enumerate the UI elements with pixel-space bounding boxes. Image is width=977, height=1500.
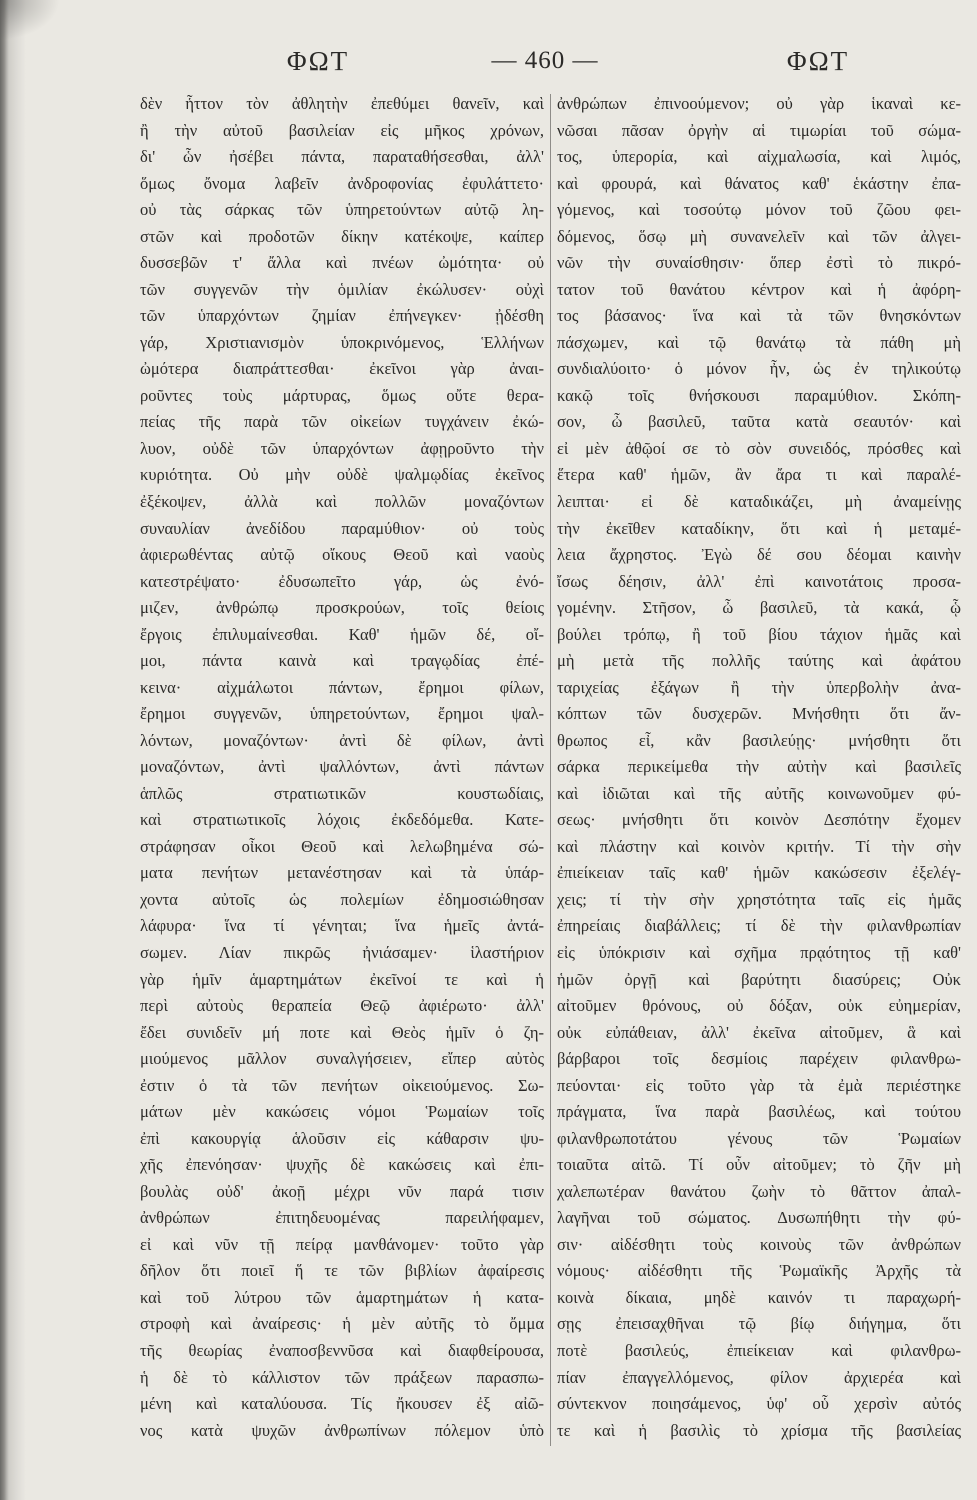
text-line: ἴσως δέησιν, ἀλλ' ἐπὶ καινοτάτοις προσα- [557, 571, 961, 591]
text-line: ἔργοις ἐπιλυμαίνεσθαι. Καθ' ἡμῶν δέ, οἴ- [140, 624, 544, 644]
text-line: γομένην. Στῆσον, ὦ βασιλεῦ, τὰ κακά, ᾧ [557, 598, 961, 618]
text-line: στῶν καὶ προδοτῶν δίκην κατέκοψε, καίπερ [140, 226, 544, 246]
text-line: κεινα· αἰχμάλωτοι πάντων, ἔρημοι φίλων, [140, 677, 544, 697]
text-line: σωμεν. Λίαν πικρῶς ἠνιάσαμεν· ἱλαστήριον [140, 943, 544, 962]
text-line: κακῷ τοῖς θνήσκουσι παραμύθιον. Σκόπη- [557, 385, 961, 405]
text-line: βάρβαροι τοῖς δεσμίοις παρέχειν φιλανθρω- [557, 1049, 961, 1069]
text-line: τος, ὑπερορία, καὶ αἰχμαλωσία, καὶ λιμός, [557, 147, 961, 167]
text-line: καὶ στρατιωτικοῖς λόχοις ἐκδεδόμεθα. Κατε- [140, 810, 544, 830]
text-line: ταριχείας ἐξάγων ἢ τὴν ὑπερβολὴν ἀνα- [557, 677, 961, 697]
text-line: μένη καὶ καταλύουσα. Τίς ἤκουσεν ἐξ αἰῶ- [140, 1394, 544, 1414]
text-line: κυριότητα. Οὐ μὴν οὐδὲ ψαλμῳδίας ἐκεῖνος [140, 465, 544, 485]
text-line: δὲν ἧττον τὸν ἀθλητὴν ἐπεθύμει θανεῖν, καὶ [140, 94, 544, 113]
text-line: λάφυρα· ἵνα τί γένηται; ἵνα ἡμεῖς ἀντά- [140, 916, 544, 936]
text-line: αἰτοῦμεν θρόνους, οὐ δόξαν, οὐκ εὐημερίαν, [557, 996, 961, 1016]
text-line: ἔρημοι συγγενῶν, ὑπηρετούντων, ἔρημοι ψαλ- [140, 704, 544, 724]
text-line: στράφησαν οἶκοι Θεοῦ καὶ λελωβημένα σώ- [140, 836, 544, 856]
text-line: χαλεπωτέραν θανάτου ζωὴν τὸ θᾶττον ἀπαλ- [557, 1181, 961, 1201]
text-line: πράγματα, ἵνα παρὰ βασιλέως, καὶ τούτου [557, 1102, 961, 1122]
text-line: τὴν ἐκεῖθεν καταδίκην, ὅτι καὶ ἡ μεταμέ- [557, 518, 961, 538]
text-line: τατον τοῦ θανάτου κέντρον καὶ ἡ ἀφόρη- [557, 279, 961, 299]
text-line: λειπται· εἰ δὲ καταδικάζει, μὴ ἀναμείνῃς [557, 491, 961, 511]
text-line: ἀνθρώπων ἐπινοούμενον; οὐ γὰρ ἱκαναὶ κε- [557, 94, 961, 113]
text-line: χεις; τί τὴν σὴν χρηστότητα ταῖς εἰς ἡμᾶς [557, 889, 961, 909]
text-line: δῆλον ὅτι ποιεῖ ἥ τε τῶν βιβλίων ἀφαίρεσις [140, 1261, 544, 1281]
text-line: κοινὰ δίκαια, μηδὲ καινόν τι παραχωρή- [557, 1287, 961, 1307]
text-line: ματα πενήτων μετανέστησαν καὶ τὰ ὑπάρ- [140, 863, 544, 883]
text-line: ἐπὶ κακουργίᾳ ἁλοῦσιν εἰς κάθαρσιν ψυ- [140, 1128, 544, 1148]
text-line: μοι, πάντα καινὰ καὶ τραγῳδίας ἐπέ- [140, 651, 544, 671]
text-line: γάρ, Χριστιανισμὸν ὑποκρινόμενος, Ἑλλήνων [140, 332, 544, 352]
text-line: ἡ δὲ τὸ κάλλιστον τῶν πράξεων παρασπω- [140, 1367, 544, 1387]
text-line: χοντα αὐτοῖς ὡς πολεμίων ἐδημοσιώθησαν [140, 889, 544, 909]
text-line: πίαν ἐπαγγελλόμενος, φίλον ἀρχιερέα καὶ [557, 1367, 961, 1387]
text-line: πεύονται· εἰς τοῦτο γὰρ τὰ ἐμὰ περιέστηκε [557, 1075, 961, 1095]
text-line: σῃς ἐπεισαχθῆναι τῷ βίῳ διήγημα, ὅτι [557, 1314, 961, 1334]
text-line: ὅμως ὄνομα λαβεῖν ἀνδροφονίας ἐφυλάττετο· [140, 173, 544, 193]
text-line: χῆς ἐπενόησαν· ψυχῆς δὲ κακώσεις καὶ ἐπι- [140, 1155, 544, 1175]
text-line: γόμενος, καὶ τοσούτῳ μόνον τοῦ ζῶου φει- [557, 200, 961, 220]
text-line: εἰ μὲν ἀθῷοί σε τὸ σὸν συνειδός, πρόσθες καὶ [557, 438, 961, 458]
text-line: καὶ τοῦ λύτρου τῶν ἁμαρτημάτων ἡ κατα- [140, 1287, 544, 1307]
text-line: στροφὴ καὶ ἀναίρεσις· ἡ μὲν αὐτῆς τὸ ὄμμα [140, 1314, 544, 1334]
text-line: βουλὰς οὐδ' ἀκοῇ μέχρι νῦν παρά τισιν [140, 1181, 544, 1201]
text-line: κόπτων τῶν δυσχερῶν. Μνήσθητι ὅτι ἄν- [557, 704, 961, 724]
text-line: ροῦντες τοὺς μάρτυρας, ὅμως οὔτε θερα- [140, 385, 544, 405]
text-line: πάσχωμεν, καὶ τῷ θανάτῳ τὰ πάθη μὴ [557, 332, 961, 352]
text-line: τοιαῦτα αἰτῶ. Τί οὖν αἰτοῦμεν; τὸ ζῆν μὴ [557, 1155, 961, 1175]
running-head-left: ΦΩΤ [286, 46, 350, 76]
text-line: ἐστιν ὁ τὰ τῶν πενήτων οἰκειούμενος. Σω- [140, 1075, 544, 1095]
text-line: σον, ὦ βασιλεῦ, ταῦτα κατὰ σεαυτόν· καὶ [557, 412, 961, 432]
text-line: εἰς ὑπόκρισιν καὶ σχῆμα πρᾳότητος τῇ καθ' [557, 943, 961, 962]
text-line: εἰ καὶ νῦν τῇ πείρᾳ μανθάνομεν· τοῦτο γὰρ [140, 1234, 544, 1254]
text-line: τῆς θεωρίας ἐναποσβεννῦσα καὶ διαφθείρουσα, [140, 1340, 544, 1360]
text-line: γὰρ ἡμῖν ἁμαρτημάτων ἐκεῖνοί τε καὶ ἡ [140, 969, 544, 989]
text-line: οὐκ εὐπάθειαν, ἀλλ' ἐκεῖνα αἰτοῦμεν, ἃ καὶ [557, 1022, 961, 1042]
text-line: ἀνθρώπων ἐπιτηδευομένας παρειλήφαμεν, [140, 1208, 544, 1228]
text-line: τε καὶ ἡ βασιλὶς τὸ χρίσμα τῆς βασιλείας [557, 1420, 961, 1440]
page-number: — 460 — [491, 47, 599, 74]
text-line: ἢ τὴν αὐτοῦ βασιλείαν εἰς μῆκος χρόνων, [140, 120, 544, 140]
text-line: καὶ πλάστην καὶ κοινὸν κριτήν. Τί τὴν σὴν [557, 836, 961, 856]
text-line: σεως· μνήσθητι ὅτι κοινὸν Δεσπότην ἔχομεν [557, 810, 961, 830]
text-line: μάτων μὲν κακώσεις νόμοι Ῥωμαίων τοῖς [140, 1102, 544, 1122]
column-divider [550, 94, 551, 1446]
text-line: λαγῆναι τοῦ σώματος. Δυσωπήθητι τὴν φύ- [557, 1208, 961, 1228]
text-line: ἕτερα καθ' ἡμῶν, ἂν ἄρα τι καὶ παραλέ- [557, 465, 961, 485]
text-line: νῶσαι πᾶσαν ὀργὴν αἱ τιμωρίαι τοῦ σώμα- [557, 120, 961, 140]
text-line: μιούμενος μᾶλλον συναλγήσειεν, εἴπερ αὐτὸς [140, 1049, 544, 1069]
right-column [557, 91, 961, 1444]
text-line: νῶν τὴν συναίσθησιν· ὅπερ ἐστὶ τὸ πικρό- [557, 253, 961, 273]
text-line: ἁπλῶς στρατιωτικῶν κουστωδίαις, [140, 783, 544, 803]
text-line: ἔδει συνιδεῖν μή ποτε καὶ Θεὸς ἡμῖν ὁ ζη- [140, 1022, 544, 1042]
text-line: πείας τῆς παρὰ τῶν οἰκείων τυγχάνειν ἐκώ- [140, 412, 544, 432]
text-line: λεια ἄχρηστος. Ἐγὼ δέ σου δέομαι καινὴν [557, 545, 961, 565]
text-line: ἐπιείκειαν ταῖς καθ' ἡμῶν κακώσεσιν ἐξελέγ- [557, 863, 961, 883]
text-line: συναυλίαν ἀνεδίδου παραμύθιον· οὐ τοὺς [140, 518, 544, 538]
left-column [140, 91, 544, 1444]
text-line: βούλει τρόπῳ, ἢ τοῦ βίου τάχιον ἡμᾶς καὶ [557, 624, 961, 644]
text-line: δι' ὧν ἠσέβει πάντα, παραταθήσεσθαι, ἀλλ' [140, 147, 544, 167]
text-line: συνδιαλύοιτο· ὁ μόνον ἦν, ὡς ἐν τηλικούτῳ [557, 359, 961, 379]
text-line: μοναζόντων, ἀντὶ ψαλλόντων, ἀντὶ πάντων [140, 757, 544, 777]
text-line: σύντεκνον ποιησάμενος, ὑφ' οὗ χερσὶν αὐτός [557, 1394, 961, 1414]
running-head-right: ΦΩΤ [786, 46, 850, 76]
text-line: φιλανθρωποτάτου γένους τῶν Ῥωμαίων [557, 1128, 961, 1148]
text-line: καὶ φρουρά, καὶ θάνατος καθ' ἑκάστην ἐπα- [557, 173, 961, 193]
scan-corner-shadow [0, 0, 60, 40]
page-binding-edge [0, 0, 26, 1500]
text-line: δυσσεβῶν τ' ἄλλα καὶ πνέων ὠμότητα· οὐ [140, 253, 544, 273]
text-line: τῶν ὑπαρχόντων ζημίαν ἐπήνεγκεν· ᾐδέσθη [140, 306, 544, 326]
text-line: λόντων, μοναζόντων· ἀντὶ δὲ φίλων, ἀντὶ [140, 730, 544, 750]
text-line: καὶ ἰδιῶται καὶ τῆς αὐτῆς κοινωνοῦμεν φύ- [557, 783, 961, 803]
text-line: τος βάσανος· ἵνα καὶ τὰ τῶν θνησκόντων [557, 306, 961, 326]
text-line: λυον, οὐδὲ τῶν ὑπαρχόντων ἀφῃροῦντο τὴν [140, 438, 544, 458]
text-line: μιζεν, ἀνθρώπῳ προσκρούων, τοῖς θείοις [140, 598, 544, 618]
text-line: σάρκα περικείμεθα τὴν αὐτὴν καὶ βασιλεῖς [557, 757, 961, 777]
text-line: σιν· αἰδέσθητι τοὺς κοινοὺς τῶν ἀνθρώπων [557, 1234, 961, 1254]
text-line: ἐξέκοψεν, ἀλλὰ καὶ πολλῶν μοναζόντων [140, 491, 544, 511]
text-line: περὶ αὐτοὺς θεραπεία Θεῷ ἀφιέρωτο· ἀλλ' [140, 996, 544, 1016]
text-line: ὠμότερα διαπράττεσθαι· ἐκεῖνοι γὰρ ἀναι- [140, 359, 544, 379]
text-line: νόμους· αἰδέσθητι τῆς Ῥωμαϊκῆς Ἀρχῆς τὰ [557, 1261, 961, 1281]
text-line: δόμενος, ὅσῳ μὴ συνανελεῖν καὶ τῶν ἀλγει- [557, 226, 961, 246]
text-line: ἡμῶν ὀργῇ καὶ βαρύτητι διασύρεις; Οὐκ [557, 969, 961, 989]
text-line: ἀφιερωθέντας αὐτῷ οἴκους Θεοῦ καὶ ναοὺς [140, 545, 544, 565]
text-line: κατεστρέψατο· ἐδυσωπεῖτο γάρ, ὡς ἐνό- [140, 571, 544, 591]
text-line: ποτὲ βασιλεύς, ἐπιείκειαν καὶ φιλανθρω- [557, 1340, 961, 1360]
text-line: θρωπος εἶ, κἂν βασιλεύῃς· μνήσθητι ὅτι [557, 730, 961, 750]
text-line: νος κατὰ ψυχῶν ἀνθρωπίνων πόλεμον ὑπὸ [140, 1420, 544, 1440]
text-line: οὐ τὰς σάρκας τῶν ὑπηρετούντων αὐτῷ λη- [140, 200, 544, 220]
text-line: ἐπηρείαις διαβάλλεις; τί δὲ τὴν φιλανθρωπίαν [557, 916, 961, 936]
text-line: τῶν συγγενῶν τὴν ὁμιλίαν ἐκώλυσεν· οὐχὶ [140, 279, 544, 299]
text-line: μὴ μετὰ τῆς πολλῆς ταύτης καὶ ἀφάτου [557, 651, 961, 671]
